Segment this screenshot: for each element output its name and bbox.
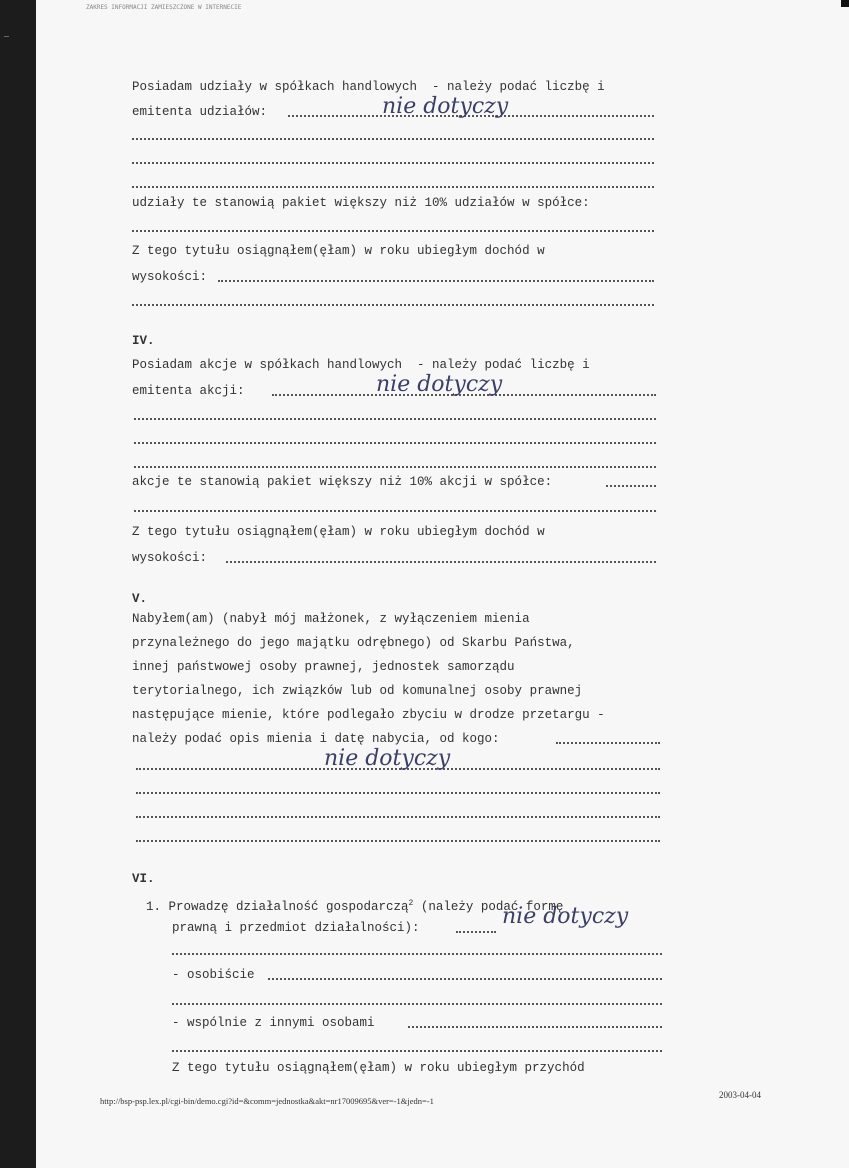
dotted-line [132,138,654,140]
property-text-line: terytorialnego, ich związków lub od komunalnej osoby prawnej [132,684,583,698]
dotted-line [134,510,656,512]
shares-income-label: Z tego tytułu osiągnąłem(ęłam) w roku ubiegłym dochód w [132,244,545,258]
dotted-line [132,230,654,232]
handwritten-note: nie dotyczy [382,94,509,119]
dotted-line [218,280,654,282]
footer-url: http://bsp-psp.lex.pl/cgi-bin/demo.cgi?id=&comm=jednostka&akt=nr17009695&ver=-1&jedn=-1 [100,1096,434,1106]
business-form-label: prawną i przedmiot działalności): [172,921,420,935]
dotted-line [456,931,496,933]
section-heading-iv: IV. [132,334,155,348]
section-heading-v: V. [132,592,148,606]
shares-intro: Posiadam udziały w spółkach handlowych - należy podać liczbę i [132,80,605,94]
property-text-line: innej państwowej osoby prawnej, jednostek samorządu [132,660,515,674]
property-text-line: Nabyłem(am) (nabył mój małżonek, z wyłączeniem mienia [132,612,530,626]
shares-income-amount-label: wysokości: [132,270,208,284]
dotted-line [134,418,656,420]
dotted-line [268,978,662,980]
property-text-line: przynależnego do jego majątku odrębnego) od Skarbu Państwa, [132,636,575,650]
dotted-line [226,561,656,563]
property-text-line: należy podać opis mienia i datę nabycia, od kogo: [132,732,500,746]
scan-corner-mark [841,0,849,7]
personal-activity-label: - osobiście [172,968,255,982]
page-header: ZAKRES INFORMACJI ZAMIESZCZONE W INTERNECIE [86,4,242,11]
dotted-line [134,442,656,444]
dotted-line [606,485,656,487]
shares-issuer-label: emitenta udziałów: [132,105,268,119]
dotted-line [172,1003,662,1005]
dotted-line [132,186,654,188]
business-income-label: Z tego tytułu osiągnąłem(ęłam) w roku ubiegłym przychód [172,1061,585,1075]
dotted-line [556,742,660,744]
dotted-line [132,162,654,164]
dotted-line [408,1026,662,1028]
document-page [36,0,849,1168]
dotted-line [172,1050,662,1052]
handwritten-note: nie dotyczy [324,746,451,771]
dotted-line [132,304,654,306]
stocks-intro: Posiadam akcje w spółkach handlowych - należy podać liczbę i [132,358,590,372]
shares-percentage-label: udziały te stanowią pakiet większy niż 10% udziałów w spółce: [132,196,590,210]
business-activity-label-cont: (należy podać formę [413,900,564,915]
stocks-income-label: Z tego tytułu osiągnąłem(ęłam) w roku ubiegłym dochód w [132,525,545,539]
dotted-line [136,816,660,818]
section-heading-vi: VI. [132,872,155,886]
joint-activity-label: - wspólnie z innymi osobami [172,1016,375,1030]
footnote-marker: 2 [408,899,414,908]
business-activity-label: 1. Prowadzę działalność gospodarczą [146,900,409,915]
handwritten-note: nie dotyczy [376,372,503,397]
stocks-percentage-label: akcje te stanowią pakiet większy niż 10% akcji w spółce: [132,475,553,489]
stocks-issuer-label: emitenta akcji: [132,384,245,398]
dotted-line [134,466,656,468]
dotted-line [136,792,660,794]
handwritten-note: nie dotyczy [502,904,629,929]
stocks-income-amount-label: wysokości: [132,551,208,565]
scan-margin-mark [4,36,9,37]
dotted-line [136,840,660,842]
property-text-line: następujące mienie, które podlegało zbyciu w drodze przetargu - [132,708,605,722]
dotted-line [172,953,662,955]
footer-date: 2003-04-04 [719,1090,761,1100]
